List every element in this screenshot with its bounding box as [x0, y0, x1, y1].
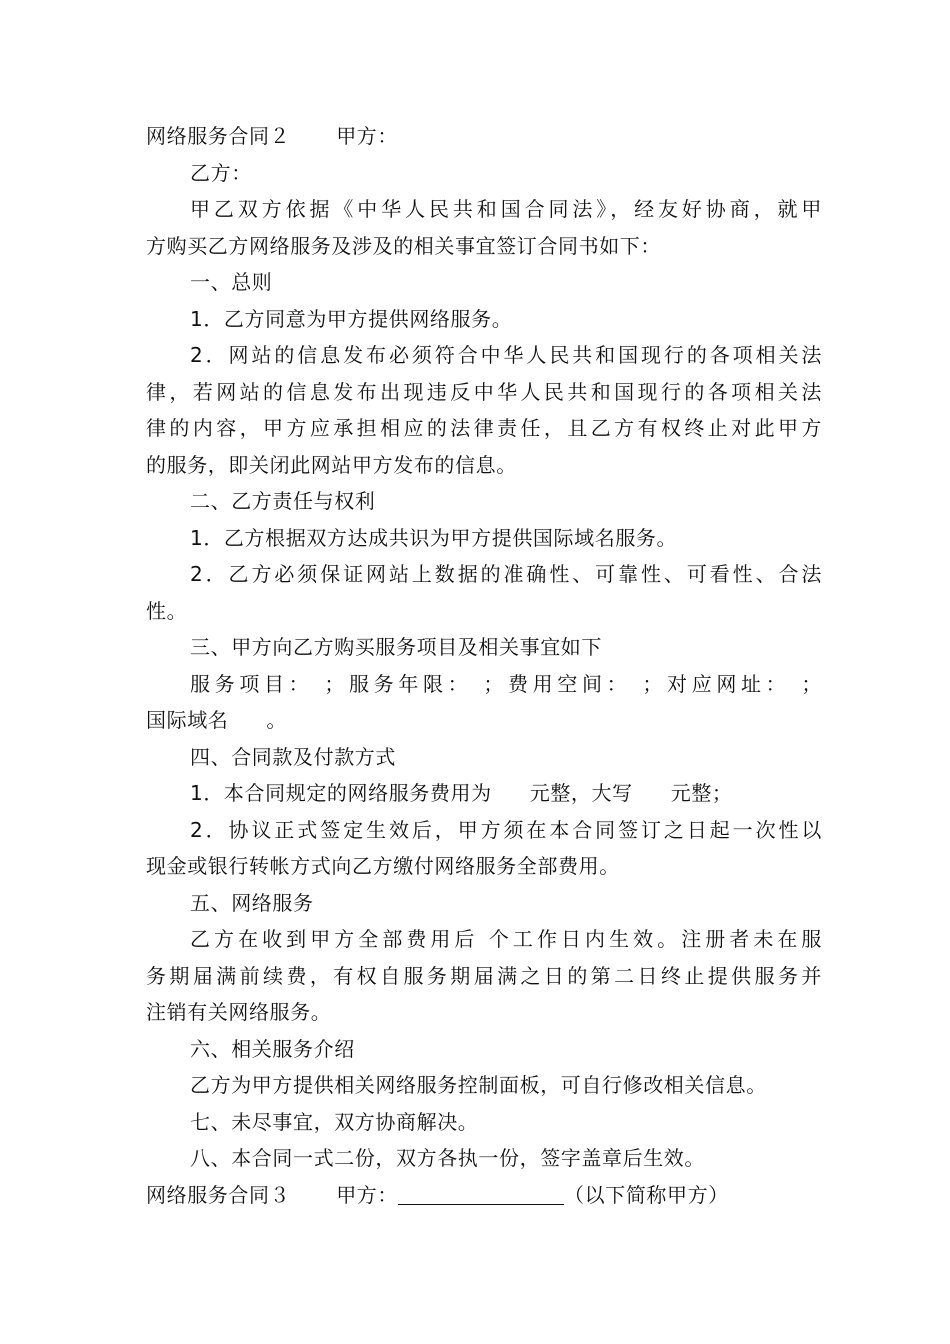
section-6-heading: 六、相关服务介绍 — [190, 1036, 355, 1061]
section-7: 七、未尽事宜，双方协商解决。 — [190, 1109, 479, 1134]
section-1-item-2-line-3: 律的内容，甲方应承担相应的法律责任，且乙方有权终止对此甲方 — [146, 416, 822, 440]
service-years-label: ；服务年限： — [324, 671, 473, 696]
section-4-heading: 四、合同款及付款方式 — [190, 744, 396, 769]
section-5-heading: 五、网络服务 — [190, 890, 314, 915]
section-1-item-1: 1．乙方同意为甲方提供网络服务。 — [190, 306, 513, 331]
url-label: ；对应网址： — [642, 671, 791, 696]
contract-2-title: 网络服务合同２ — [146, 124, 291, 148]
section-5-line-1-part-b: 个工作日内生效。注册者未在服 — [488, 927, 823, 951]
fee-end-label: 元整； — [670, 781, 733, 805]
domain-label: 国际域名 — [146, 708, 229, 732]
section-4-item-1 — [146, 775, 822, 812]
section-2-item-1: 1．乙方根据双方达成共识为甲方提供国际域名服务。 — [190, 525, 678, 550]
fee-words-label: 元整，大写 — [529, 781, 633, 805]
section-1-heading: 一、总则 — [190, 270, 273, 294]
service-item-label: 服务项目： — [190, 671, 314, 696]
contract-2-header — [146, 118, 822, 155]
party-a-label: 甲方： — [336, 124, 399, 148]
section-3-heading: 三、甲方向乙方购买服务项目及相关事宜如下 — [190, 635, 602, 659]
section-4-item-2-line-2: 现金或银行转帐方式向乙方缴付网络服务全部费用。 — [146, 854, 620, 878]
section-6-line-1: 乙方为甲方提供相关网络服务控制面板，可自行修改相关信息。 — [190, 1073, 767, 1097]
section-5-line-1-part-a: 乙方在收到甲方全部费用后 — [190, 927, 479, 951]
party-b-label: 乙方： — [190, 160, 252, 185]
domain-end-mark: 。 — [266, 708, 288, 732]
intro-line-2: 方购买乙方网络服务及涉及的相关事宜签订合同书如下： — [146, 233, 661, 258]
section-5-line-1 — [146, 921, 822, 958]
section-1-item-2-line-4: 的服务，即关闭此网站甲方发布的信息。 — [146, 452, 517, 477]
document-body — [146, 118, 822, 1213]
section-5-line-3: 注销有关网络服务。 — [146, 1000, 332, 1024]
fee-space-label: ；费用空间： — [483, 671, 632, 696]
section-4-item-2-line-1: 2．协议正式签定生效后，甲方须在本合同签订之日起一次性以 — [190, 817, 822, 842]
fields-end-mark: ； — [801, 671, 822, 696]
contract-3-title: 网络服务合同３ — [146, 1182, 291, 1207]
party-a-label-3: 甲方： — [336, 1182, 399, 1207]
section-1-item-2-line-2: 律，若网站的信息发布出现违反中华人民共和国现行的各项相关法 — [146, 379, 822, 404]
section-1-item-2-line-1: 2．网站的信息发布必须符合中华人民共和国现行的各项相关法 — [190, 343, 822, 367]
section-2-item-2-line-1: 2．乙方必须保证网站上数据的准确性、可靠性、可看性、合法 — [190, 562, 822, 586]
section-5-line-2: 务期届满前续费，有权自服务期届满之日的第二日终止提供服务并 — [146, 963, 822, 988]
section-2-item-2-line-2: 性。 — [146, 598, 188, 623]
section-3-fields-line — [146, 666, 822, 703]
section-2-heading: 二、乙方责任与权利 — [190, 489, 376, 513]
section-3-domain-line — [146, 702, 822, 739]
fee-amount-label: 1．本合同规定的网络服务费用为 — [190, 781, 492, 805]
intro-line-1: 甲乙双方依据《中华人民共和国合同法》，经友好协商，就甲 — [190, 197, 822, 221]
contract-3-header — [146, 1177, 822, 1214]
party-a-blank-field — [398, 1182, 564, 1205]
section-8: 八、本合同一式二份，双方各执一份，签字盖章后生效。 — [190, 1146, 705, 1170]
party-a-note: （以下简称甲方） — [564, 1182, 729, 1207]
